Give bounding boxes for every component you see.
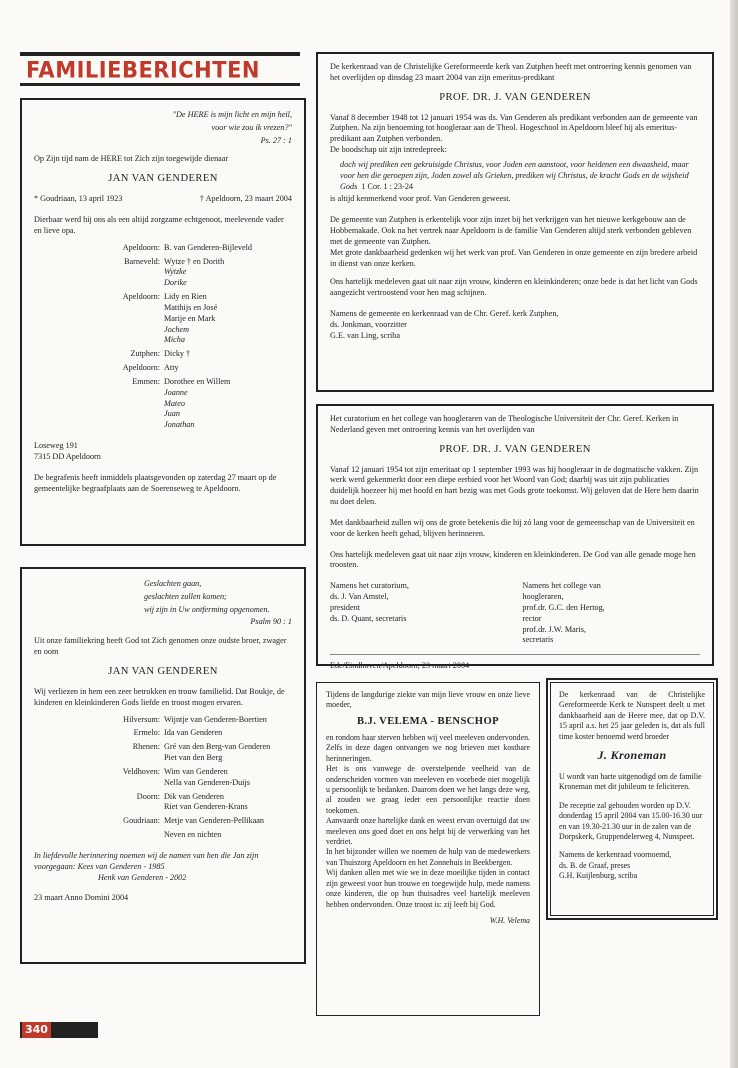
family-place: Apeldoorn:: [122, 292, 160, 302]
family-row: [34, 816, 292, 827]
family-place: Apeldoorn:: [122, 242, 160, 252]
paragraph: Wij danken allen met wie we in deze moeilijke tijden in contact zijn geweest voor hun trouwe en toegewijde hulp, mede namens onze kinderen, die op hun thuisadres veel hartelijk meeleven hebben ondervonden. Onze troost is: zij leeft bij God.: [326, 868, 530, 909]
family-grandchild: Jonathan: [164, 420, 195, 430]
paragraph: Aanvaardt onze hartelijke dank en weest ervan overtuigd dat uw meeleven ons goed doet en ons helpt bij de verwerking van het verdriet.: [326, 816, 530, 847]
family-member: Ida van Genderen: [164, 728, 223, 738]
verse-line: geslachten zullen komen;: [144, 591, 227, 601]
family-place: Doorn:: [136, 791, 160, 801]
family-member: Riet van Genderen-Krans: [164, 802, 248, 812]
family-member: Dicky †: [164, 349, 191, 359]
family-row: [34, 728, 292, 739]
announcement-theologische-universiteit: [316, 404, 714, 671]
page-number: 340: [22, 1022, 51, 1038]
family-place: Apeldoorn:: [122, 363, 160, 373]
signature-line: prof.dr. J.W. Maris, secretaris: [522, 624, 587, 645]
announcement-velema-thanks: [316, 682, 540, 1016]
family-row: [34, 767, 292, 789]
signature-line: W.H. Velema: [489, 915, 530, 925]
family-member: Nella van Genderen-Duijs: [164, 777, 250, 787]
deceased-name: PROF. DR. J. VAN GENDEREN: [439, 443, 591, 455]
family-member: B. van Genderen-Bijleveld: [164, 242, 252, 252]
family-list: [34, 715, 292, 841]
paragraph: Het is ons vanwege de overstelpende veelheid van de onderscheiden vormen van meeleven en voorbede niet mogelijk u persoonlijk te bedanken. Daarom doen we het langs deze weg, al zouden we graag ieder een persoonlijke reactie doen toekomen.: [326, 764, 530, 815]
family-grandchild: Dorike: [164, 278, 187, 288]
family-row: [34, 792, 292, 814]
family-member: Wijntje van Genderen-Boertien: [164, 714, 267, 724]
paragraph: De gemeente van Zutphen is erkentelijk voor zijn inzet bij het verkrijgen van het nieuwe kerkgebouw aan de Hobbemakade. Ook na het vertrek naar Apeldoorn is de familie Van Genderen altijd sterk verbonden gebleven met de gemeente van Zutphen. Met grote dankbaarheid gedenken wij het werk van prof. Van Genderen in onze gemeente en zijn bredere arbeid in dienst van onze kerken.: [330, 215, 698, 268]
family-row: [34, 349, 292, 360]
section-title-bar: [20, 52, 300, 86]
intro-text: Op Zijn tijd nam de HERE tot Zich zijn toegewijde dienaar: [34, 154, 229, 164]
family-names: [164, 767, 250, 789]
family-place: [34, 830, 164, 841]
announcement-jan-van-genderen-siblings: [20, 567, 306, 964]
family-grandchild: Mateo: [164, 398, 185, 408]
signature-line: G.H. Kuijlenburg, scriba: [559, 871, 638, 881]
intro-text: De kerkenraad van de Christelijke Gereformeerde kerk van Zutphen heeft met ontroering kennis genomen van het overlijden op dinsdag 23 maart 2004 van zijn emeritus-predikant: [330, 62, 692, 82]
signature-line: Namens het curatorium,: [330, 581, 409, 591]
family-member: Atty: [164, 363, 179, 373]
family-names: [164, 363, 179, 374]
signature-line: ds. Jonkman, voorzitter: [330, 319, 407, 329]
signature-line: ds. D. Quant, secretaris: [330, 613, 407, 623]
paragraph: is altijd kenmerkend voor prof. Van Genderen geweest.: [330, 194, 511, 204]
family-grandchild: Joanne: [164, 387, 188, 397]
family-member: Wim van Genderen: [164, 766, 228, 776]
memory-text: In liefdevolle herinnering noemen wij de namen van hen die Jan zijn voorgegaan: Kees van Genderen - 1985 Henk van Genderen - 2002: [34, 850, 259, 882]
family-list: [34, 243, 292, 431]
deceased-name: PROF. DR. J. VAN GENDEREN: [439, 91, 591, 103]
tribute-text: Wij verliezen in hem een zeer betrokken en trouw familielid. Dat Boukje, de kinderen en kleinkinderen Gods liefde en troost mogen ervaren.: [34, 686, 285, 707]
family-member: Lidy en Rien: [164, 292, 207, 302]
family-place: Goudriaan:: [123, 816, 160, 826]
family-names: [164, 715, 267, 726]
family-member: Wytze † en Dorith: [164, 256, 225, 266]
paragraph: Met dankbaarheid zullen wij ons de grote betekenis die hij zó lang voor de gemeenschap van de Universiteit en voor de kerken heeft gehad, blijven herinneren.: [330, 517, 695, 538]
family-member: Piet van den Berg: [164, 753, 223, 763]
family-names: [164, 292, 217, 346]
family-member: Dorothee en Willem: [164, 376, 231, 386]
divider: [330, 654, 700, 655]
death-date: † Apeldoorn, 23 maart 2004: [199, 194, 292, 204]
family-row: [34, 742, 292, 764]
paragraph: Vanaf 8 december 1948 tot 12 januari 1954 was ds. Van Genderen als predikant verbonden aan de gemeente van Zutphen. Na zijn benoeming tot hoogleraar aan de Theol. Hogeschool in Apeldoorn bleef hij als emeritus-predikant aan Zutphen verbonden. De boodschap uit zijn intredepreek:: [330, 112, 698, 155]
family-names: [164, 816, 264, 827]
verse-line: "De HERE is mijn licht en mijn heil,: [172, 110, 292, 119]
page-number-bar: [20, 1022, 98, 1038]
family-row: [34, 830, 292, 841]
family-names: [164, 728, 222, 739]
family-grandchild: Jochem: [164, 324, 190, 334]
paragraph: In het bijzonder willen we noemen de hulp van de medewerkers van Thuiszorg Apeldoorn en het Zonnehuis in Beekbergen.: [326, 847, 530, 867]
signature-line: Namens het college van hoogleraren,: [522, 581, 601, 602]
paragraph: U wordt van harte uitgenodigd om de familie Kroneman met dit jubileum te feliciteren.: [559, 771, 702, 792]
signature-line: ds. B. de Graaf, preses: [559, 860, 631, 870]
family-row: [34, 243, 292, 254]
family-names: [164, 830, 221, 841]
signature-line: Namens de kerkenraad voornoemd,: [559, 850, 672, 860]
family-names: [164, 243, 252, 254]
announcement-kerkenraad-zutphen: [316, 52, 714, 392]
family-member: Matthijs en José: [164, 302, 218, 312]
family-names: [164, 792, 248, 814]
signature-line: Namens de gemeente en kerkenraad van de Chr. Geref. kerk Zutphen,: [330, 309, 559, 319]
signature-block: [330, 581, 700, 646]
family-names: [164, 742, 270, 764]
family-row: [34, 363, 292, 374]
signature-line: G.E. van Ling, scriba: [330, 330, 401, 340]
paragraph: Ons hartelijk medeleven gaat uit naar zijn vrouw, kinderen en kleinkinderen; onze bede is dat het licht van Gods aangezicht vertroostend voor hen mag schijnen.: [330, 277, 698, 298]
intro-text: Uit onze familiekring heeft God tot Zich genomen onze oudste broer, zwager en oom: [34, 636, 287, 657]
paragraph: De receptie zal gehouden worden op D.V. donderdag 15 april 2004 van 15.00-16.30 uur en van 19.30-21.30 uur in de zalen van de Dorpskerk, Gruppendelerweg 4, Nunspeet.: [559, 800, 703, 842]
funeral-text: De begrafenis heeft inmiddels plaatsgevonden op zaterdag 27 maart op de gemeentelijke begraafplaats aan de Soerenseweg te Apeldoorn.: [34, 472, 277, 493]
intro-text: Het curatorium en het college van hoogleraren van de Theologische Universiteit der Chr. Geref. Kerken in Nederland geven met ontroering kennis van het overlijden van: [330, 414, 679, 434]
verse-line: voor wie zou ik vrezen?": [211, 122, 292, 132]
family-names: [164, 377, 230, 431]
family-grandchild: Micha: [164, 335, 185, 345]
family-row: [34, 377, 292, 431]
address-line: 7315 DD Apeldoorn: [34, 451, 101, 461]
family-place: Rhenen:: [132, 742, 160, 752]
family-place: Zutphen:: [130, 349, 160, 359]
paragraph: Ons hartelijk medeleven gaat uit naar zijn vrouw, kinderen en kleinkinderen. De God van alle genade moge hen troosten.: [330, 549, 696, 570]
signature-line: ds. J. Van Amstel, president: [330, 592, 389, 612]
signature-line: prof.dr. G.C. den Hertog, rector: [522, 602, 605, 623]
intro-text: De kerkenraad van de Christelijke Gereformeerde Kerk te Nunspeet deelt u met dankbaarheid aan de Heere mee, dat op D.V. 15 april a.s. het 25 jaar geleden is, dat als full time koster benoemd werd broeder: [559, 690, 705, 741]
date-line: 23 maart Anno Domini 2004: [34, 893, 129, 903]
family-place: Veldhoven:: [122, 766, 160, 776]
deceased-name: B.J. VELEMA - BENSCHOP: [357, 715, 499, 727]
deceased-name: JAN VAN GENDEREN: [108, 665, 218, 677]
family-names: [164, 349, 190, 360]
family-row: [34, 257, 292, 289]
family-member: Gré van den Berg-van Genderen: [164, 742, 271, 752]
family-place: Emmen:: [132, 376, 160, 386]
family-place: Barneveld:: [124, 256, 160, 266]
section-title: FAMILIEBERICHTEN: [26, 57, 261, 83]
paragraph: en rondom haar sterven hebben wij veel meeleven ondervonden. Zelfs in deze dagen ontvangen we nog brieven met kostbare herinneringen.: [326, 732, 530, 763]
announcement-jan-van-genderen-family: [20, 98, 306, 546]
quote: doch wij prediken een gekruisigde Christus, voor Joden een aanstoot, voor heidenen een dwaasheid, maar voor hen die geroepen zijn, Joden zowel als Grieken, prediken wij Christus, de kracht Gods en de wijsheid Gods 1 Cor. 1 : 23-24: [340, 159, 689, 191]
tribute-text: Dierbaar werd hij ons als een altijd zorgzame echtgenoot, meelevende vader en lieve opa.: [34, 215, 284, 235]
verse-line: Geslachten gaan,: [144, 579, 202, 588]
intro-text: Tijdens de langdurige ziekte van mijn lieve vrouw en onze lieve moeder,: [326, 690, 530, 710]
family-grandchild: Wytzke: [164, 267, 187, 277]
deceased-name: JAN VAN GENDEREN: [108, 173, 218, 185]
family-place: Ermelo:: [133, 728, 160, 738]
family-member: Metje van Genderen-Pellikaan: [164, 816, 265, 826]
family-grandchild: Juan: [164, 409, 180, 419]
place-date-line: Ede/Eindhoven/Apeldoorn, 23 maart 2004: [330, 661, 470, 671]
announcement-kroneman-jubilee: [550, 682, 714, 916]
verse-reference: Psalm 90 : 1: [250, 617, 292, 627]
family-member: Marije en Mark: [164, 313, 216, 323]
paragraph: Vanaf 12 januari 1954 tot zijn emeritaat op 1 september 1993 was hij hoogleraar in de dogmatische vakken. Zijn werk werd gekenmerkt door een diepe eerbied voor het Woord van God; daarbij was uit zijn publicaties duidelijk hoezeer hij met hoofd en hart bezig was met Gods grote toekomst. Wij geloven dat de Here hem daarin nu doet delen.: [330, 464, 699, 507]
family-member: Neven en nichten: [164, 830, 222, 840]
verse-line: wij zijn in Uw ontferming opgenomen.: [144, 604, 270, 614]
family-names: [164, 257, 224, 289]
address-line: Loseweg 191: [34, 441, 78, 451]
verse-reference: Ps. 27 : 1: [260, 135, 292, 145]
family-member: Dik van Genderen: [164, 791, 225, 801]
family-place: Hilversum:: [123, 714, 160, 724]
jubilarian-name: J. Kroneman: [597, 748, 667, 763]
family-row: [34, 292, 292, 346]
birth-date: * Goudriaan, 13 april 1923: [34, 194, 123, 204]
page-edge: [730, 0, 738, 1068]
family-row: [34, 715, 292, 726]
